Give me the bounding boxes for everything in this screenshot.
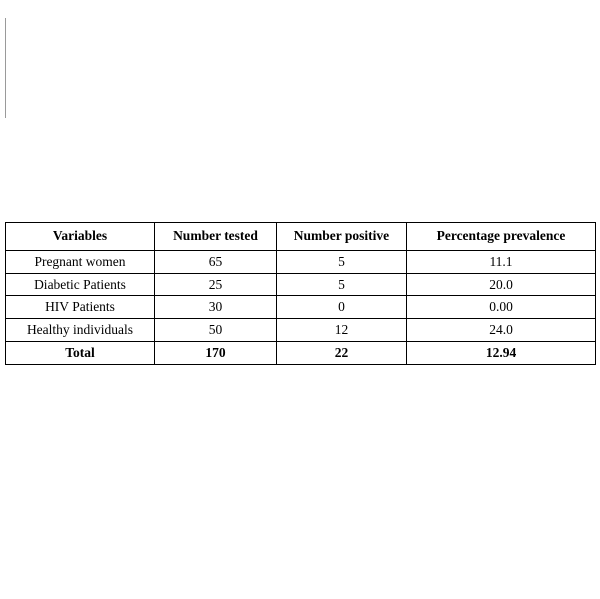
cell-total-prevalence: 12.94 — [407, 342, 596, 365]
cell-total-tested: 170 — [155, 342, 277, 365]
column-header-variables: Variables — [6, 223, 155, 251]
cell-positive: 12 — [277, 319, 407, 342]
table-container — [5, 222, 595, 365]
table-total-row — [6, 342, 596, 365]
table-row — [6, 296, 596, 319]
cell-positive: 0 — [277, 296, 407, 319]
cell-total-positive: 22 — [277, 342, 407, 365]
cell-variable: HIV Patients — [6, 296, 155, 319]
cell-tested: 50 — [155, 319, 277, 342]
table-header-row — [6, 223, 596, 251]
cell-prevalence: 20.0 — [407, 273, 596, 296]
cell-positive: 5 — [277, 250, 407, 273]
cell-prevalence: 11.1 — [407, 250, 596, 273]
cell-tested: 30 — [155, 296, 277, 319]
cell-variable: Healthy individuals — [6, 319, 155, 342]
page-left-rule — [5, 18, 6, 118]
cell-total-label: Total — [6, 342, 155, 365]
cell-prevalence: 0.00 — [407, 296, 596, 319]
table-row — [6, 250, 596, 273]
table-row — [6, 319, 596, 342]
column-header-number-tested: Number tested — [155, 223, 277, 251]
cell-tested: 25 — [155, 273, 277, 296]
column-header-number-positive: Number positive — [277, 223, 407, 251]
prevalence-table — [5, 222, 596, 365]
cell-prevalence: 24.0 — [407, 319, 596, 342]
cell-tested: 65 — [155, 250, 277, 273]
column-header-percentage-prevalence: Percentage prevalence — [407, 223, 596, 251]
table-row — [6, 273, 596, 296]
cell-positive: 5 — [277, 273, 407, 296]
cell-variable: Pregnant women — [6, 250, 155, 273]
cell-variable: Diabetic Patients — [6, 273, 155, 296]
